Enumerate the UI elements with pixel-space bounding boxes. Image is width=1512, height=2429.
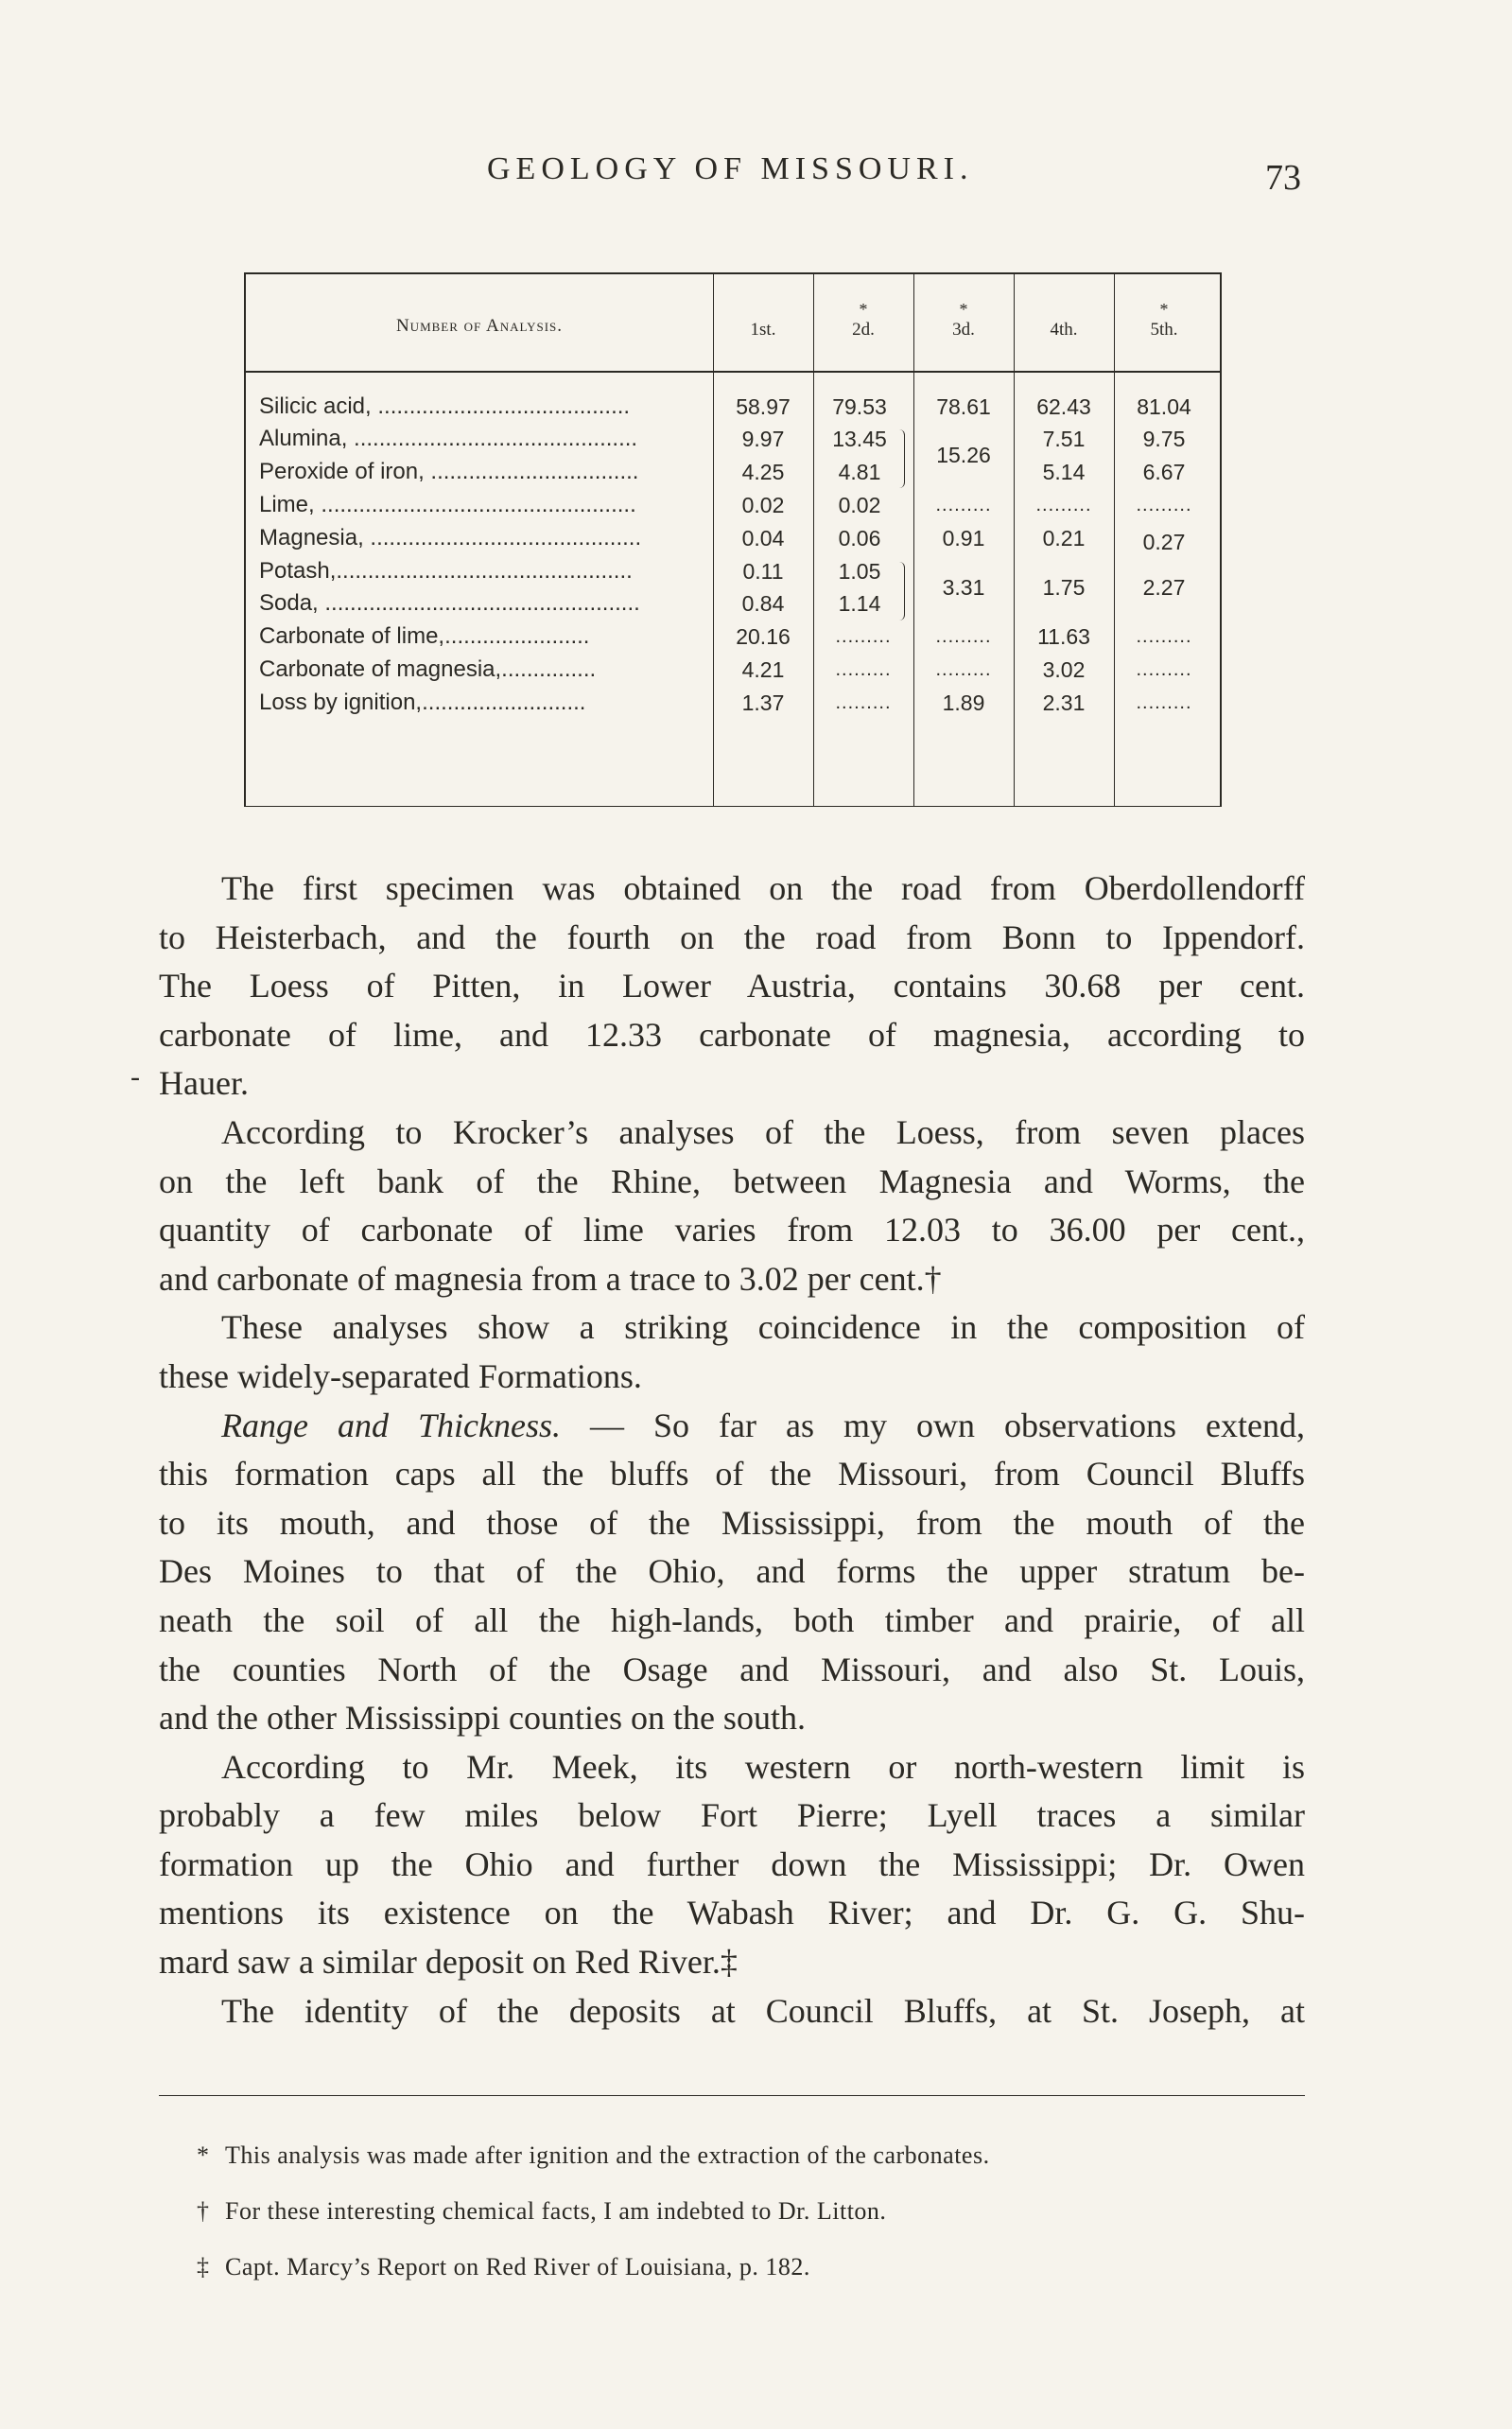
paragraph-line: Des Moines to that of the Ohio, and forms the upper stratum be- [159,1552,1305,1591]
table-cell: 4.25 [741,460,785,484]
column-label: 1st. [750,320,776,340]
table-label-header: Number of Analysis. [395,316,564,336]
row-label-peroxide-of-iron: Peroxide of iron, ................................. [259,459,639,484]
footnote [197,2141,990,2170]
column-star [1014,301,1114,320]
paragraph-line: to its mouth, and those of the Mississippi, from the mouth of the [159,1503,1305,1542]
table-cell: ......... [1136,659,1192,680]
table-cell: 0.06 [838,526,881,550]
paragraph-line: mentions its existence on the Wabash River; and Dr. G. G. Shu- [159,1894,1305,1932]
table-cell: 1.14 [838,591,881,616]
table-bottom-rule [246,806,1220,807]
table-cell: ......... [1136,692,1192,713]
paragraph-line: and the other Mississippi counties on the south. [159,1699,806,1738]
table-header-rule [246,371,1220,373]
paragraph-line: quantity of carbonate of lime varies from 12.03 to 36.00 per cent., [159,1211,1305,1249]
column-star: * [959,300,968,319]
footnote-mark: * [197,2141,210,2169]
table-cell: 0.21 [1042,526,1086,550]
paragraph-line: The Loess of Pitten, in Lower Austria, contains 30.68 per cent. [159,967,1305,1005]
paragraph-line: Hauer. [159,1064,249,1103]
row-label-loss-by-ignition: Loss by ignition,.......................... [259,690,586,715]
paragraph-line: neath the soil of all the high-lands, both timber and prairie, of all [159,1600,1305,1639]
paragraph-line: the counties North of the Osage and Missouri, and also St. Louis, [159,1650,1305,1688]
section-heading: Range and Thickness. [221,1406,561,1444]
paragraph-line: According to Mr. Meek, its western or north-western limit is [221,1747,1305,1786]
table-cell: ......... [1136,626,1192,647]
footnote-text: For these interesting chemical facts, I am indebted to Dr. Litton. [225,2197,887,2225]
table-cell: ......... [935,626,992,647]
table-cell: 7.51 [1042,427,1086,451]
column-header-4th [1014,301,1114,341]
table-cell: ......... [835,692,892,713]
paragraph-line: The first specimen was obtained on the road from Oberdollendorff [221,869,1305,907]
paragraph-line: formation up the Ohio and further down the Mississippi; Dr. Owen [159,1844,1305,1883]
table-cell: 1.89 [942,690,985,715]
brace [896,429,905,488]
table-cell: 79.53 [832,394,887,419]
column-label: 3d. [952,320,975,340]
table-cell: 20.16 [736,624,791,649]
column-label: 2d. [852,320,875,340]
column-header-1st [713,301,813,341]
table-cell: 1.37 [741,690,785,715]
table-cell: ......... [935,495,992,516]
table-cell: 0.02 [838,493,881,517]
row-label-carbonate-of-magnesia: Carbonate of magnesia,............... [259,656,597,682]
table-cell: 1.75 [1042,575,1086,600]
table-top-rule [246,272,1220,274]
table-cell: ......... [835,626,892,647]
paragraph-text: — So far as my own observations extend, [590,1406,1305,1444]
table-cell: 0.84 [741,591,785,616]
table-cell: 4.81 [838,460,881,484]
footnote-mark: † [197,2197,210,2225]
table-cell: 0.04 [741,526,785,550]
paragraph-line: this formation caps all the bluffs of the Missouri, from Council Bluffs [159,1455,1305,1494]
page-number: 73 [1265,158,1301,198]
table-cell: 1.05 [838,559,881,584]
paragraph-line: on the left bank of the Rhine, between Magnesia and Worms, the [159,1162,1305,1200]
table-cell: 3.31 [942,575,985,600]
table-cell: 0.02 [741,493,785,517]
row-label-alumina: Alumina, ............................................. [259,426,638,451]
paragraph-line: mard saw a similar deposit on Red River.‡ [159,1943,738,1982]
table-cell: 5.14 [1042,460,1086,484]
column-star: * [859,300,868,319]
column-header-5th [1114,301,1214,341]
table-cell: 6.67 [1142,460,1186,484]
table-cell: 81.04 [1137,394,1191,419]
paragraph-line: probably a few miles below Fort Pierre; Lyell traces a similar [159,1796,1305,1835]
table-cell: ......... [835,659,892,680]
body-text [159,865,1305,2036]
table-cell: 58.97 [736,394,791,419]
paragraph-line: to Heisterbach, and the fourth on the road from Bonn to Ippendorf. [159,917,1305,956]
paragraph-line [159,1402,1305,1451]
paragraph-line: carbonate of lime, and 12.33 carbonate of magnesia, according to [159,1015,1305,1054]
row-label-potash: Potash,............................................... [259,558,633,584]
table-cell: 4.21 [741,657,785,682]
paragraph-line: and carbonate of magnesia from a trace to 3.02 per cent.† [159,1259,942,1298]
table-cell: 0.91 [942,526,985,550]
column-header-2d [813,301,913,341]
paragraph-line: The identity of the deposits at Council Bluffs, at St. Joseph, at [221,1991,1305,2030]
row-label-lime: Lime, .................................................. [259,492,636,517]
footnote [197,2197,887,2226]
table-cell: 9.75 [1142,427,1186,451]
column-star [713,301,813,320]
table-cell: ......... [935,659,992,680]
table-cell: 78.61 [936,394,991,419]
row-label-soda: Soda, .................................................. [259,590,640,616]
column-label: 5th. [1150,320,1178,340]
row-label-magnesia: Magnesia, ........................................... [259,525,642,550]
footnote-rule [159,2095,1305,2096]
margin-mark: - [130,1061,140,1092]
table-cell: 11.63 [1037,624,1090,649]
table-cell: 2.27 [1142,575,1186,600]
row-label-silicic-acid: Silicic acid, ........................................ [259,393,631,419]
row-label-carbonate-of-lime: Carbonate of lime,....................... [259,623,590,649]
column-label: 4th. [1050,320,1078,340]
footnote [197,2253,810,2281]
analysis-table [244,272,1222,807]
footnote-text: This analysis was made after ignition and the extraction of the carbonates. [225,2141,990,2169]
table-cell: 0.11 [742,559,784,584]
paragraph-line: According to Krocker’s analyses of the Loess, from seven places [221,1112,1305,1151]
table-cell: 15.26 [936,443,991,467]
footnote-mark: ‡ [197,2253,210,2280]
table-cell: 0.27 [1142,530,1186,554]
table-cell: 13.45 [832,427,887,451]
table-cell: ......... [1136,495,1192,516]
column-header-3d [913,301,1014,341]
table-cell: 2.31 [1042,690,1086,715]
table-cell: ......... [1035,495,1092,516]
table-cell: 9.97 [741,427,785,451]
paragraph-line: these widely-separated Formations. [159,1356,642,1395]
column-star: * [1159,300,1169,319]
running-head: GEOLOGY OF MISSOURI. [487,151,974,186]
table-cell: 3.02 [1042,657,1086,682]
footnote-text: Capt. Marcy’s Report on Red River of Louisiana, p. 182. [225,2253,810,2280]
table-cell: 62.43 [1036,394,1091,419]
brace [896,562,905,620]
paragraph-line: These analyses show a striking coincidence in the composition of [221,1308,1305,1347]
